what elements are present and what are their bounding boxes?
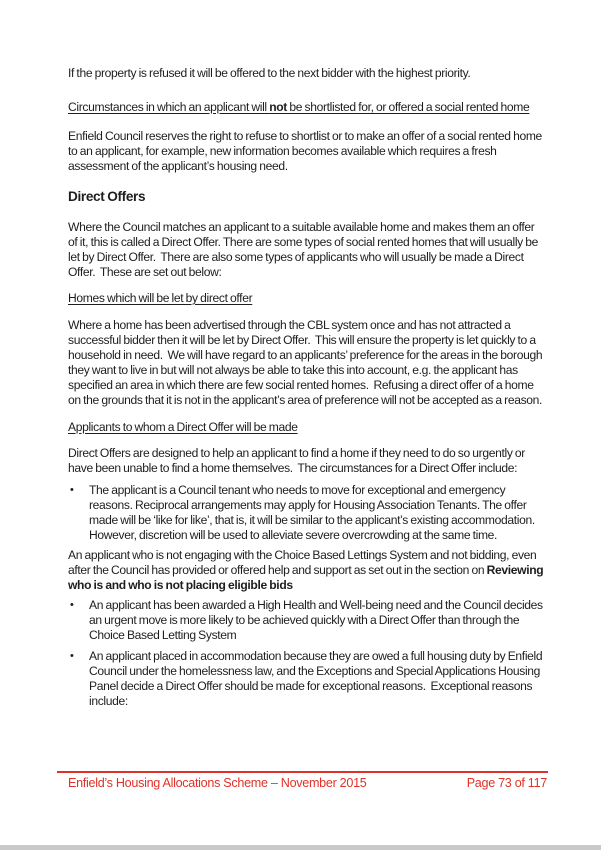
paragraph-text: An applicant who is not engaging with the Choice Based Lettings System and not bidding, even after the Council has provided or offered help and support as set out in the section on xyxy=(68,548,539,577)
intro-paragraph: If the property is refused it will be offered to the next bidder with the highest priority. xyxy=(68,66,471,80)
page-footer xyxy=(68,776,547,791)
heading-not-shortlisted xyxy=(68,100,546,115)
heading-bold-text: not xyxy=(269,100,287,114)
heading-homes-direct-offer: Homes which will be let by direct offer xyxy=(68,291,253,305)
bullet-item-homelessness xyxy=(68,649,546,709)
heading-direct-offers: Direct Offers xyxy=(68,189,146,204)
bullet-item-high-health xyxy=(68,598,546,643)
bullet-text: An applicant placed in accommodation because they are owed a full housing duty by Enfield Council under the homelessness law, and the Exceptions and Special Applications Housing Panel decide a Direct Offer should be made for exceptional reasons. Exceptional reasons include: xyxy=(89,649,545,708)
paragraph-bold-reference: Reviewing who is and who is not placing eligible bids xyxy=(68,563,546,592)
bullet-icon: • xyxy=(70,650,74,662)
bullet-text: An applicant has been awarded a High Health and Well-being need and the Council decides an urgent move is more likely to be achieved quickly with a Direct Offer than through the Choice Based Letting System xyxy=(89,598,546,642)
heading-text: be shortlisted for, or offered a social rented home xyxy=(286,100,530,114)
scan-edge-artifact xyxy=(0,845,601,850)
paragraph-direct-offer-purpose: Direct Offers are designed to help an applicant to find a home if they need to do so urgently or have been unable to find a home themselves. The circumstances for a Direct Offer include: xyxy=(68,446,528,475)
bullet-icon: • xyxy=(70,484,74,496)
footer-page-number: Page 73 of 117 xyxy=(466,776,547,790)
bullet-item-council-tenant xyxy=(68,483,546,543)
heading-applicants-direct-offer: Applicants to whom a Direct Offer will be made xyxy=(68,420,298,434)
footer-rule xyxy=(57,771,548,773)
document-body xyxy=(68,66,546,709)
heading-text: Circumstances in which an applicant will xyxy=(68,100,270,114)
bullet-icon: • xyxy=(70,599,74,611)
bullet-text: The applicant is a Council tenant who needs to move for exceptional and emergency reasons. Reciprocal arrangements may apply for Housing Association Tenants. The offer made will be ‘like for like’, that is, it will be similar to the applicant’s existing accommodation. However, discretion will be used to alleviate severe overcrowding at the same time. xyxy=(89,483,540,542)
paragraph-refusal-policy: Enfield Council reserves the right to refuse to shortlist or to make an offer of a social rented home to an applicant, for example, new information becomes available which requires a fresh assessment of the applicant’s housing need. xyxy=(68,129,545,173)
paragraph-direct-offers-intro: Where the Council matches an applicant to a suitable available home and makes them an offer of it, this is called a Direct Offer. There are some types of social rented homes that will usually be let by Direct Offer. There are also some types of applicants who will usually be made a Direct Offer. These are set out below: xyxy=(68,220,541,279)
paragraph-not-engaging xyxy=(68,548,546,593)
footer-document-title: Enfield’s Housing Allocations Scheme – November 2015 xyxy=(68,776,367,790)
paragraph-homes-direct-offer: Where a home has been advertised through the CBL system once and has not attracted a successful bidder then it will be let by Direct Offer. This will ensure the property is let quickly to a household in need. We will have regard to an applicants’ preference for the areas in the borough they want to live in but will not always be able to take this into account, e.g. the applicant has specified an area in which there are few social rented homes. Refusing a direct offer of a home on the grounds that it is not in the applicant’s area of preference will not be accepted as a reason. xyxy=(68,318,545,407)
